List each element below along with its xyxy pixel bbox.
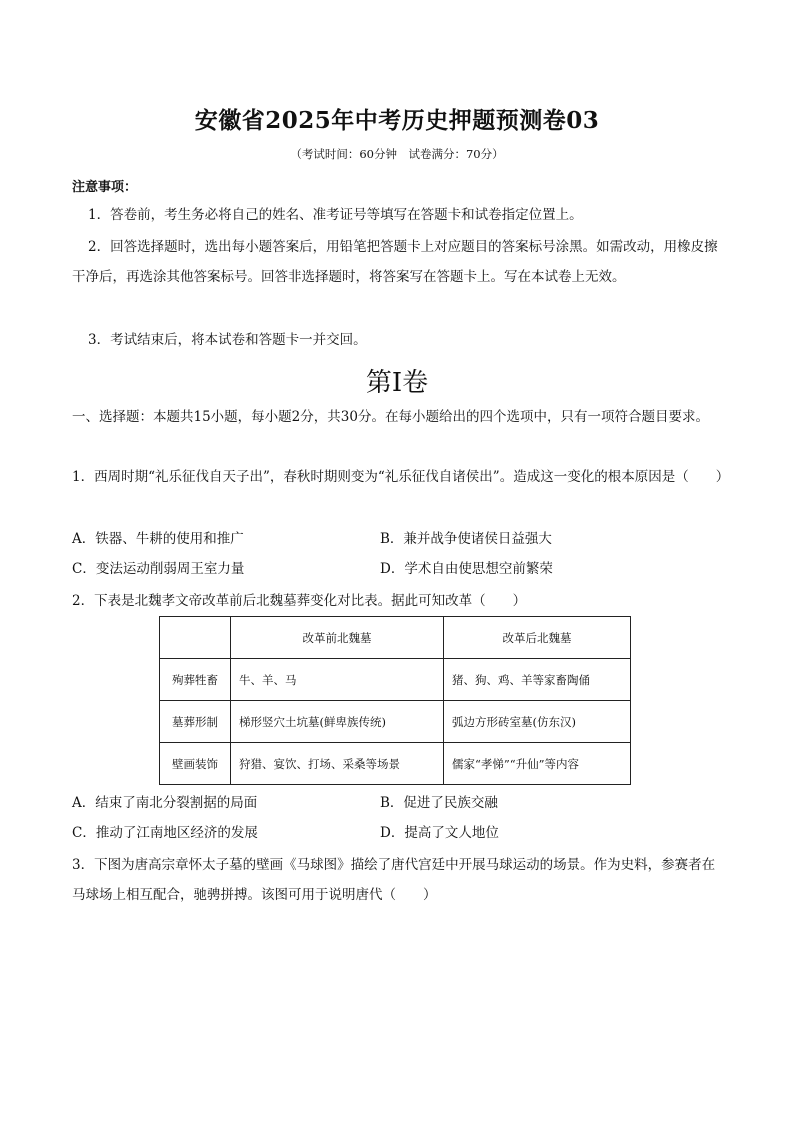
option-d: D．学术自由使思想空前繁荣 bbox=[380, 561, 553, 577]
notice-text: 回答选择题时，选出每小题答案后，用铅笔把答题卡上对应题目的答案标号涂黑。如需改动，用橡皮擦干净后，再选涂其他答案标号。回答非选择题时，将答案写在答题卡上。写在本试卷上无效。 bbox=[72, 239, 718, 285]
table-cell: 狩猎、宴饮、打场、采桑等场景 bbox=[231, 743, 444, 785]
table-cell: 墓葬形制 bbox=[160, 701, 231, 743]
table-cell: 殉葬牲畜 bbox=[160, 659, 231, 701]
table-cell: 猪、狗、鸡、羊等家畜陶俑 bbox=[444, 659, 631, 701]
question-2-options bbox=[72, 788, 726, 848]
question-1-options bbox=[72, 524, 726, 584]
notice-num: 1． bbox=[88, 207, 111, 223]
table-cell: 梯形竖穴土坑墓(鲜卑族传统) bbox=[231, 701, 444, 743]
notice-item-3 bbox=[72, 325, 726, 355]
table-cell: 儒家“孝悌”“升仙”等内容 bbox=[444, 743, 631, 785]
option-b: B．促进了民族交融 bbox=[380, 795, 498, 811]
option-a: A．结束了南北分裂割据的局面 bbox=[72, 795, 258, 811]
notice-text: 考试结束后，将本试卷和答题卡一并交回。 bbox=[110, 332, 367, 348]
question-3-stem: 3．下图为唐高宗章怀太子墓的壁画《马球图》描绘了唐代宫廷中开展马球运动的场景。作为史料，参赛者在马球场上相互配合，驰骋拼搏。该图可用于说明唐代（ ） bbox=[72, 857, 716, 903]
option-d: D．提高了文人地位 bbox=[380, 825, 499, 841]
table-row bbox=[160, 701, 631, 743]
table-row bbox=[160, 659, 631, 701]
table-header-cell: 改革后北魏墓 bbox=[444, 617, 631, 659]
table-header-cell: 改革前北魏墓 bbox=[231, 617, 444, 659]
option-b: B．兼并战争使诸侯日益强大 bbox=[380, 531, 552, 547]
notice-item-1 bbox=[72, 200, 726, 230]
table-cell: 壁画装饰 bbox=[160, 743, 231, 785]
notice-num: 2． bbox=[88, 239, 111, 255]
comparison-table bbox=[159, 616, 631, 785]
table-cell: 弧边方形砖室墓(仿东汉) bbox=[444, 701, 631, 743]
option-c: C．变法运动削弱周王室力量 bbox=[72, 561, 245, 577]
notice-heading: 注意事项： bbox=[72, 180, 138, 195]
page-title: 安徽省2025年中考历史押题预测卷03 bbox=[194, 107, 600, 134]
section-title: 第Ⅰ卷 bbox=[365, 368, 429, 398]
table-cell: 牛、羊、马 bbox=[231, 659, 444, 701]
option-a: A．铁器、牛耕的使用和推广 bbox=[72, 531, 244, 547]
question-2-stem: 2．下表是北魏孝文帝改革前后北魏墓葬变化对比表。据此可知改革（ ） bbox=[72, 593, 527, 609]
notice-num: 3． bbox=[88, 332, 111, 348]
table-header-row bbox=[160, 617, 631, 659]
notice-item-2 bbox=[72, 232, 726, 292]
table-row bbox=[160, 743, 631, 785]
page-subtitle: （考试时间：60分钟 试卷满分：70分） bbox=[290, 147, 504, 161]
table-header-cell bbox=[160, 617, 231, 659]
question-1-stem: 1．西周时期“礼乐征伐自天子出”，春秋时期则变为“礼乐征伐自诸侯出”。造成这一变化的根本原因是（ ） bbox=[72, 469, 730, 485]
section-intro: 一、选择题：本题共15小题，每小题2分，共30分。在每小题给出的四个选项中，只有一项符合题目要求。 bbox=[72, 409, 709, 425]
option-c: C．推动了江南地区经济的发展 bbox=[72, 825, 258, 841]
notice-text: 答卷前，考生务必将自己的姓名、准考证号等填写在答题卡和试卷指定位置上。 bbox=[110, 207, 583, 223]
